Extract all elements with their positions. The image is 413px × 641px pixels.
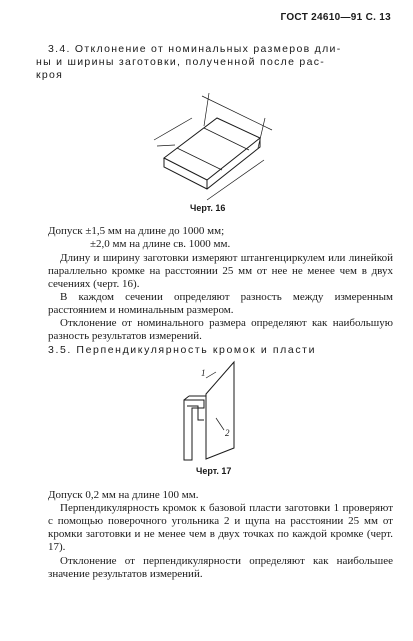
dimension-line-top [202, 96, 272, 130]
try-square-top [184, 396, 189, 400]
section-3-4-title-line2: ны и ширины заготовки, полученной после рас- [36, 56, 326, 68]
tolerance-block-1 [48, 225, 393, 251]
extension-line-3 [157, 145, 175, 146]
tolerance-1-line1: Допуск ±1,5 мм на длине до 1000 мм; [48, 225, 225, 237]
para-deviation-1: Отклонение от номинального размера определяют как наибольшую разность результатов измерений. [48, 317, 393, 342]
figure-16-board-diagram [152, 88, 282, 208]
figure-17-square-diagram [176, 360, 256, 460]
para-perpendicular: Перпендикулярность кромок к базовой пласти заготовки 1 проверяют с помощью поверочного угольника 2 и щупа на расстоянии 25 мм от кромки заготовки и не менее чем в двух точках по каждой кромке (черт. 17). [48, 502, 393, 553]
tolerance-2: Допуск 0,2 мм на длине 100 мм. [48, 489, 199, 501]
figure-17-label-2: 2 [225, 428, 230, 438]
board-side-face [164, 138, 260, 189]
para-each-section: В каждом сечении определяют разность между измеренным расстоянием и номинальным размером. [48, 291, 393, 316]
tolerance-1-line2: ±2,0 мм на длине св. 1000 мм. [90, 238, 231, 250]
try-square [184, 400, 204, 460]
measure-line-1 [177, 148, 222, 170]
leader-line-2 [216, 418, 224, 430]
measure-line-2 [204, 128, 249, 150]
dimension-line-left [154, 118, 192, 140]
section-3-4-title-line3: кроя [36, 69, 64, 81]
para-measure: Длину и ширину заготовки измеряют штангенциркулем или линейкой параллельно кромке на расстоянии 25 мм от нее не менее чем в двух сечениях (черт. 16). [48, 252, 393, 290]
page-header: ГОСТ 24610—91 С. 13 [280, 12, 391, 23]
workpiece-face [206, 362, 234, 459]
leader-line-1 [206, 372, 216, 378]
figure-16-caption: Черт. 16 [190, 203, 226, 213]
section-3-4-title-line1: 3.4. Отклонение от номинальных размеров дли- [48, 43, 342, 55]
section-3-5-title: 3.5. Перпендикулярность кромок и пласти [48, 344, 317, 356]
extension-line-2 [258, 118, 265, 148]
figure-17-caption: Черт. 17 [196, 466, 232, 476]
para-deviation-2: Отклонение от перпендикулярности определяют как наибольшее значение результатов измерений. [48, 555, 393, 580]
figure-17-label-1: 1 [201, 368, 206, 378]
section-3-4-title [36, 43, 393, 82]
